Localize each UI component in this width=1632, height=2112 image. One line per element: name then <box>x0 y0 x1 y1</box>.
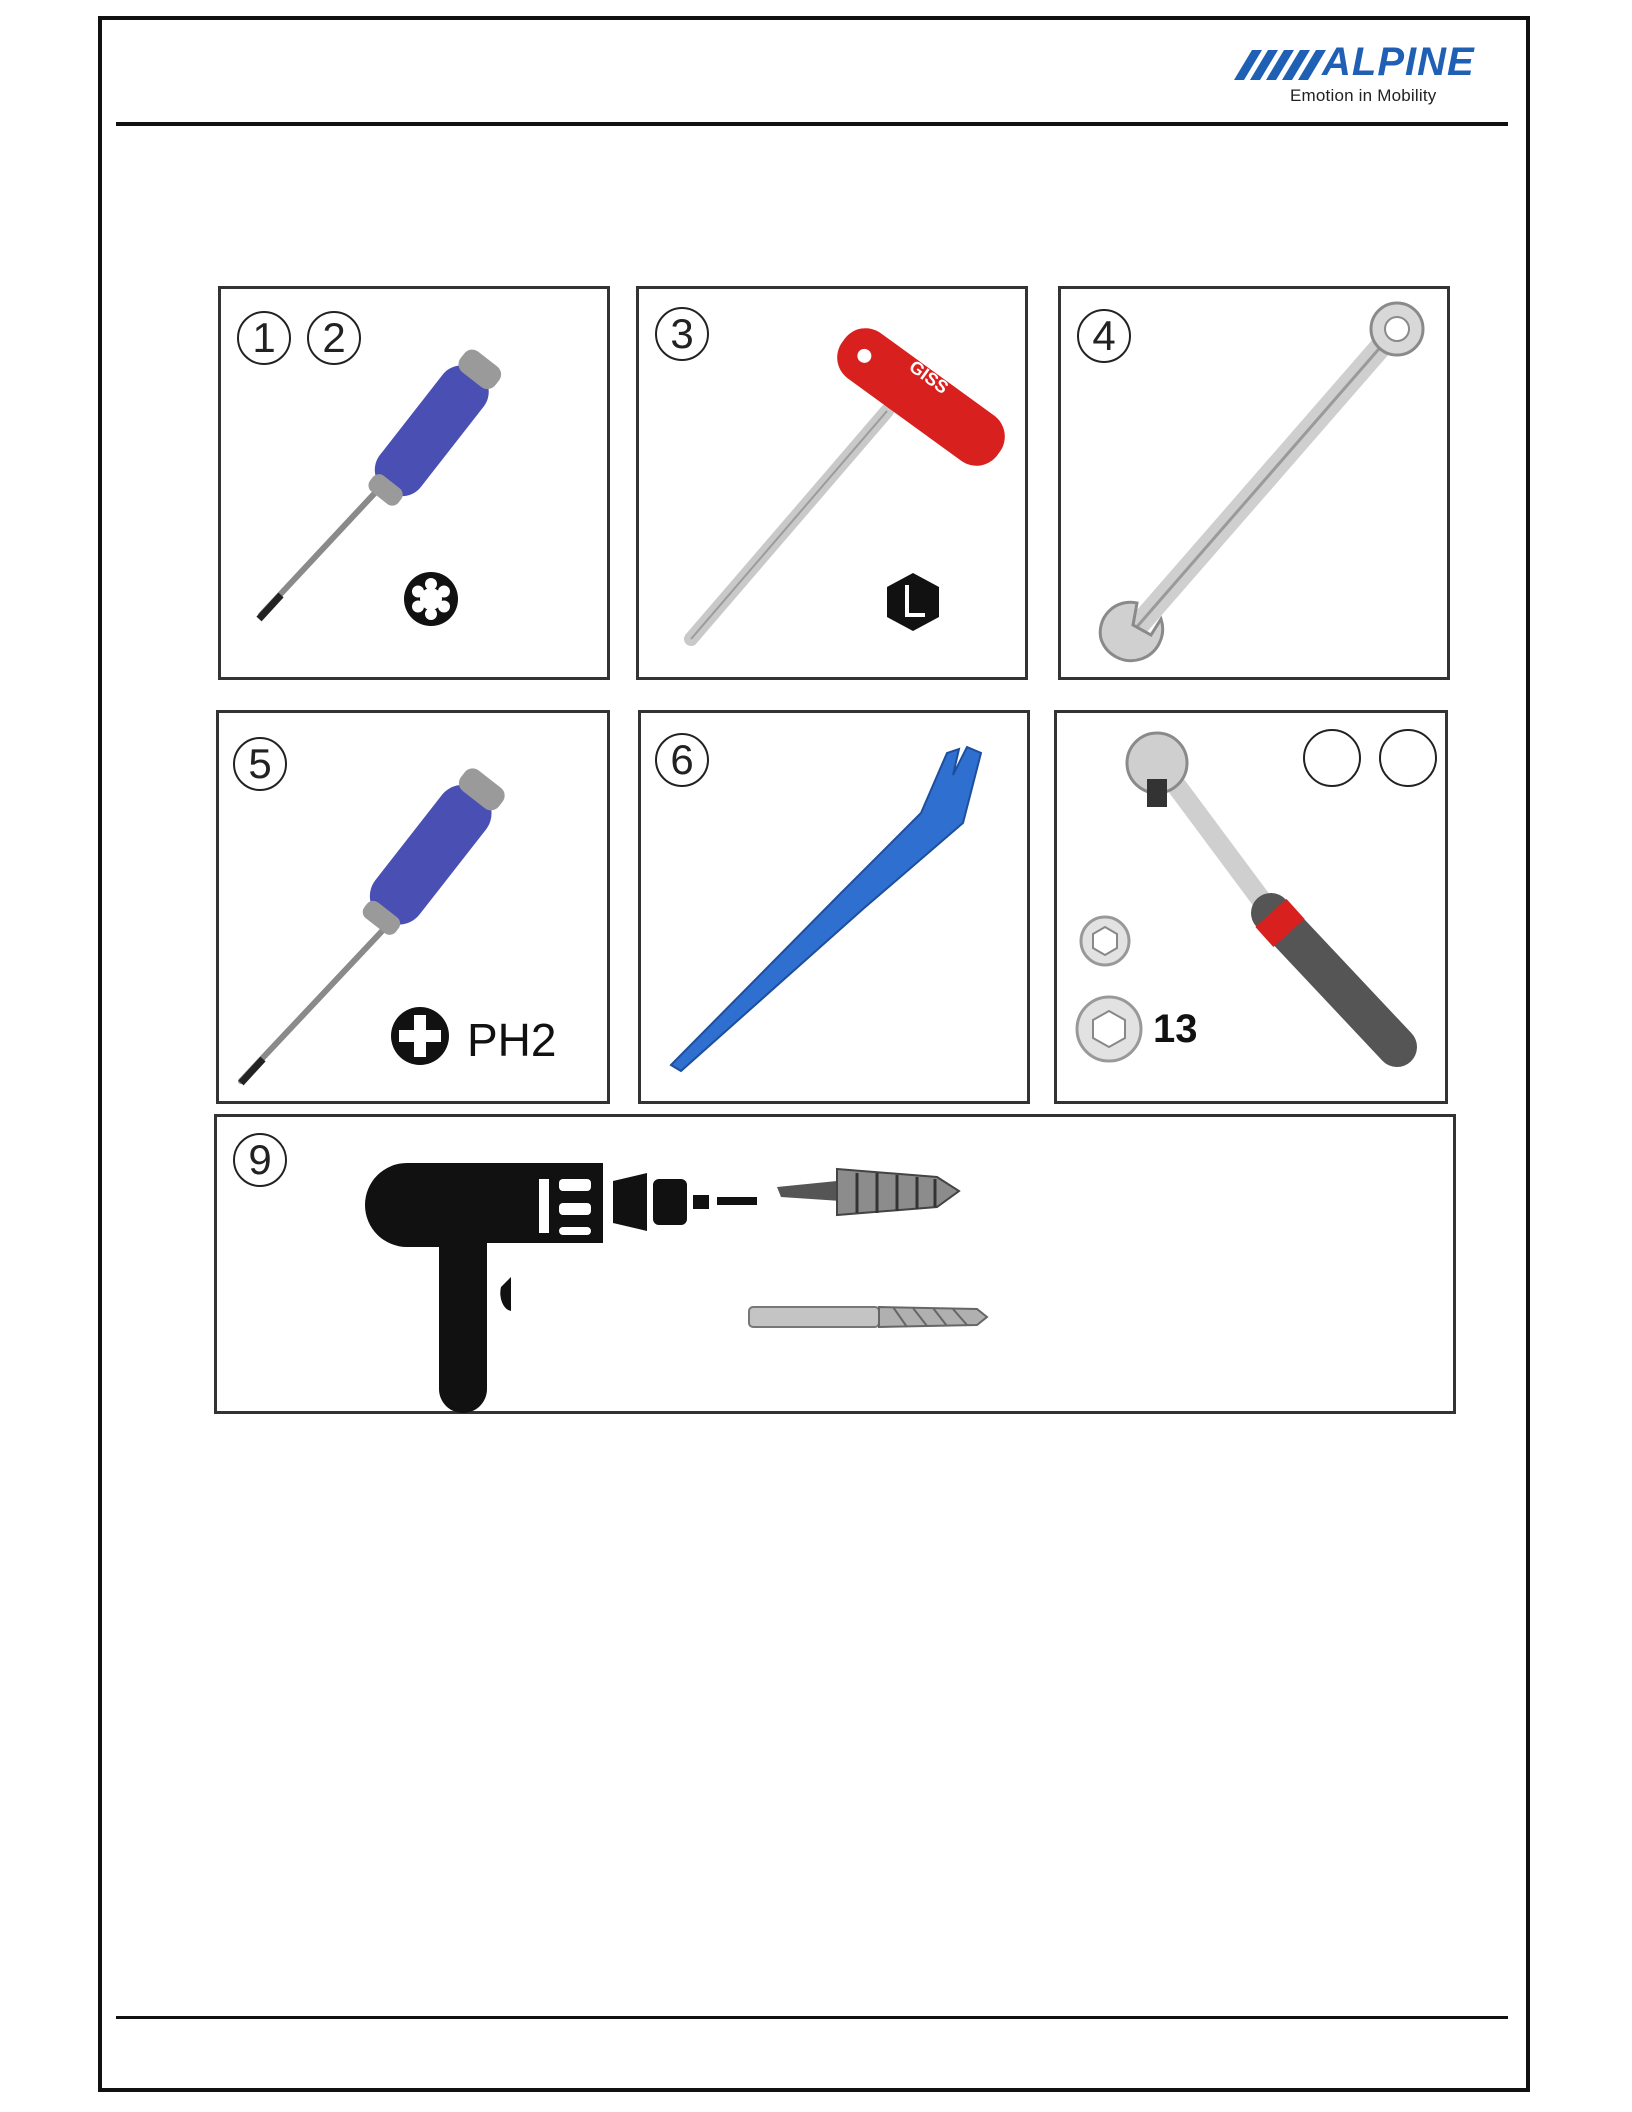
tool-box-power-drill <box>214 1114 1456 1414</box>
tool-box-combination-wrench <box>1058 286 1450 680</box>
brand-tagline: Emotion in Mobility <box>1290 86 1437 105</box>
phillips-icon <box>389 1005 451 1067</box>
tool-box-phillips-screwdriver <box>216 710 610 1104</box>
tool-number-9: 9 <box>233 1133 287 1187</box>
torx-icon <box>401 569 461 629</box>
tool-box-torx-screwdriver <box>218 286 610 680</box>
tool-number-6: 6 <box>655 733 709 787</box>
tool-box-hex-key <box>636 286 1028 680</box>
tool-number-5: 5 <box>233 737 287 791</box>
socket-size-label: 13 <box>1153 1007 1198 1051</box>
tool-number-1: 1 <box>237 311 291 365</box>
brand-name: ALPINE <box>1322 40 1475 84</box>
combination-wrench-image <box>1061 289 1453 683</box>
hex-socket-icon <box>885 571 941 633</box>
trim-removal-tool-image <box>641 713 1033 1107</box>
drill-bits-image <box>217 1117 1459 1417</box>
tool-number-3: 3 <box>655 307 709 361</box>
ratchet-and-sockets-image <box>1057 713 1451 1107</box>
hex-key-handle-text: GISS <box>905 356 953 398</box>
phillips-size-label: PH2 <box>467 1014 557 1066</box>
header-rule <box>116 122 1508 126</box>
footer-rule <box>116 2016 1508 2019</box>
tool-box-ratchet-and-sockets <box>1054 710 1448 1104</box>
tool-box-trim-removal-tool <box>638 710 1030 1104</box>
tool-number-4: 4 <box>1077 309 1131 363</box>
hex-key-image <box>639 289 1031 683</box>
tool-number-2: 2 <box>307 311 361 365</box>
